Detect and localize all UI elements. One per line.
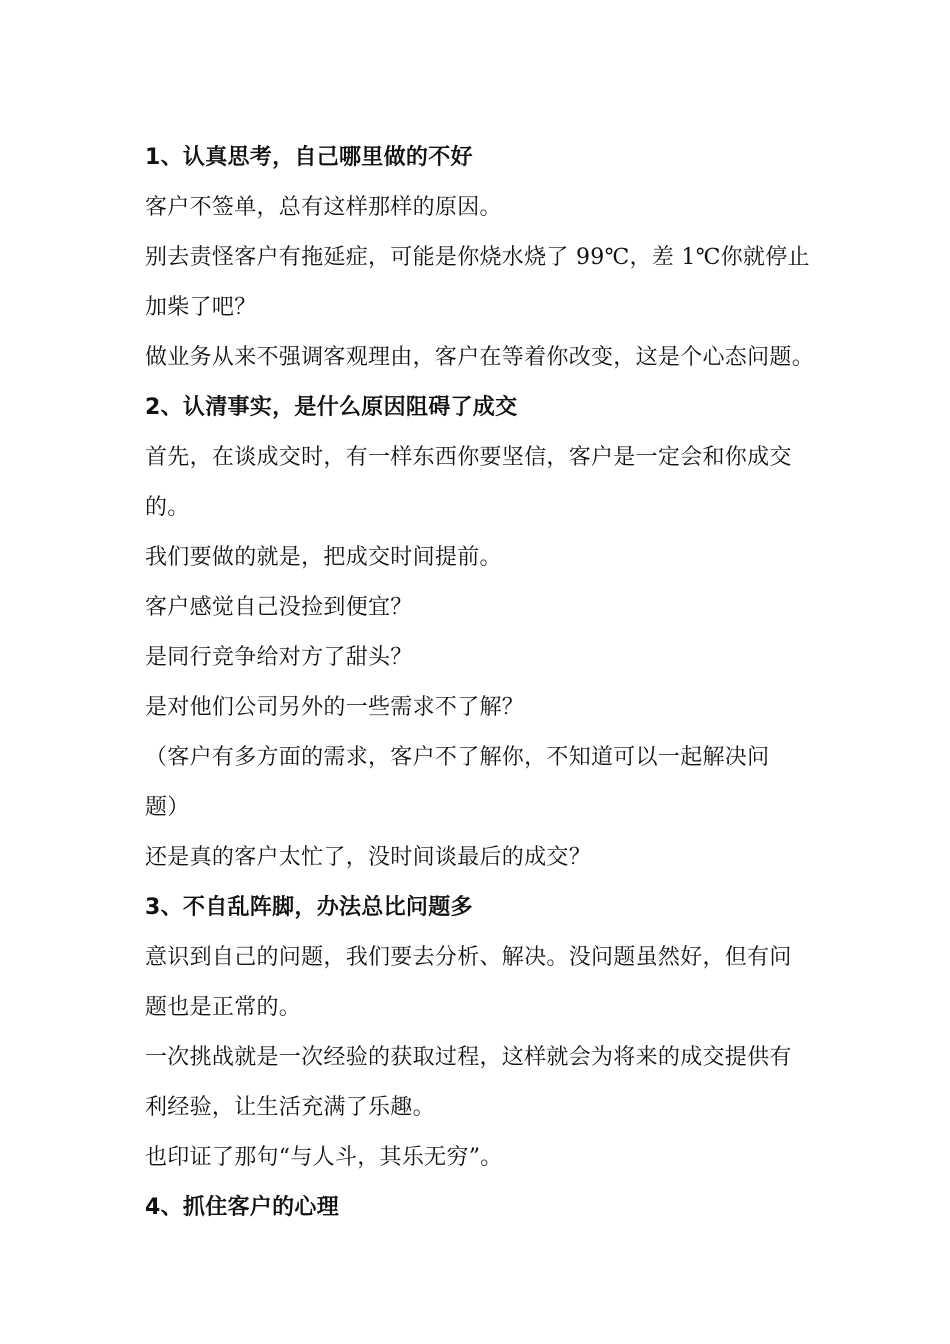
section-heading-1: 1、认真思考，自己哪里做的不好 [145, 145, 473, 170]
paragraph-line: 一次挑战就是一次经验的获取过程，这样就会为将来的成交提供有 [145, 1045, 792, 1070]
paragraph-line: 别去责怪客户有拖延症，可能是你烧水烧了 99℃，差 1℃你就停止 [145, 245, 810, 270]
paragraph-line: 是同行竞争给对方了甜头？ [145, 645, 413, 670]
paragraph-line: 加柴了吧？ [145, 295, 257, 320]
paragraph-line: 利经验，让生活充满了乐趣。 [145, 1095, 435, 1120]
section-heading-2: 2、认清事实，是什么原因阻碍了成交 [145, 395, 518, 420]
paragraph-line: 也印证了那句“与人斗，其乐无穷”。 [145, 1145, 503, 1170]
paragraph-line: 是对他们公司另外的一些需求不了解？ [145, 695, 525, 720]
paragraph-line: 题也是正常的。 [145, 995, 302, 1020]
document-body [145, 133, 825, 1233]
section-heading-4: 4、抓住客户的心理 [145, 1195, 340, 1220]
paragraph-line: 我们要做的就是，把成交时间提前。 [145, 545, 502, 570]
paragraph-line: 客户不签单，总有这样那样的原因。 [145, 195, 502, 220]
paragraph-line: 首先，在谈成交时，有一样东西你要坚信，客户是一定会和你成交 [145, 445, 792, 470]
section-heading-3: 3、不自乱阵脚，办法总比问题多 [145, 895, 473, 920]
paragraph-line: （客户有多方面的需求，客户不了解你，不知道可以一起解决问 [145, 745, 770, 770]
paragraph-line: 客户感觉自己没捡到便宜？ [145, 595, 413, 620]
paragraph-line: 还是真的客户太忙了，没时间谈最后的成交？ [145, 845, 592, 870]
paragraph-line: 做业务从来不强调客观理由，客户在等着你改变，这是个心态问题。 [145, 345, 815, 370]
paragraph-line: 题） [145, 795, 190, 820]
paragraph-line: 意识到自己的问题，我们要去分析、解决。没问题虽然好，但有问 [145, 945, 792, 970]
paragraph-line: 的。 [145, 495, 190, 520]
